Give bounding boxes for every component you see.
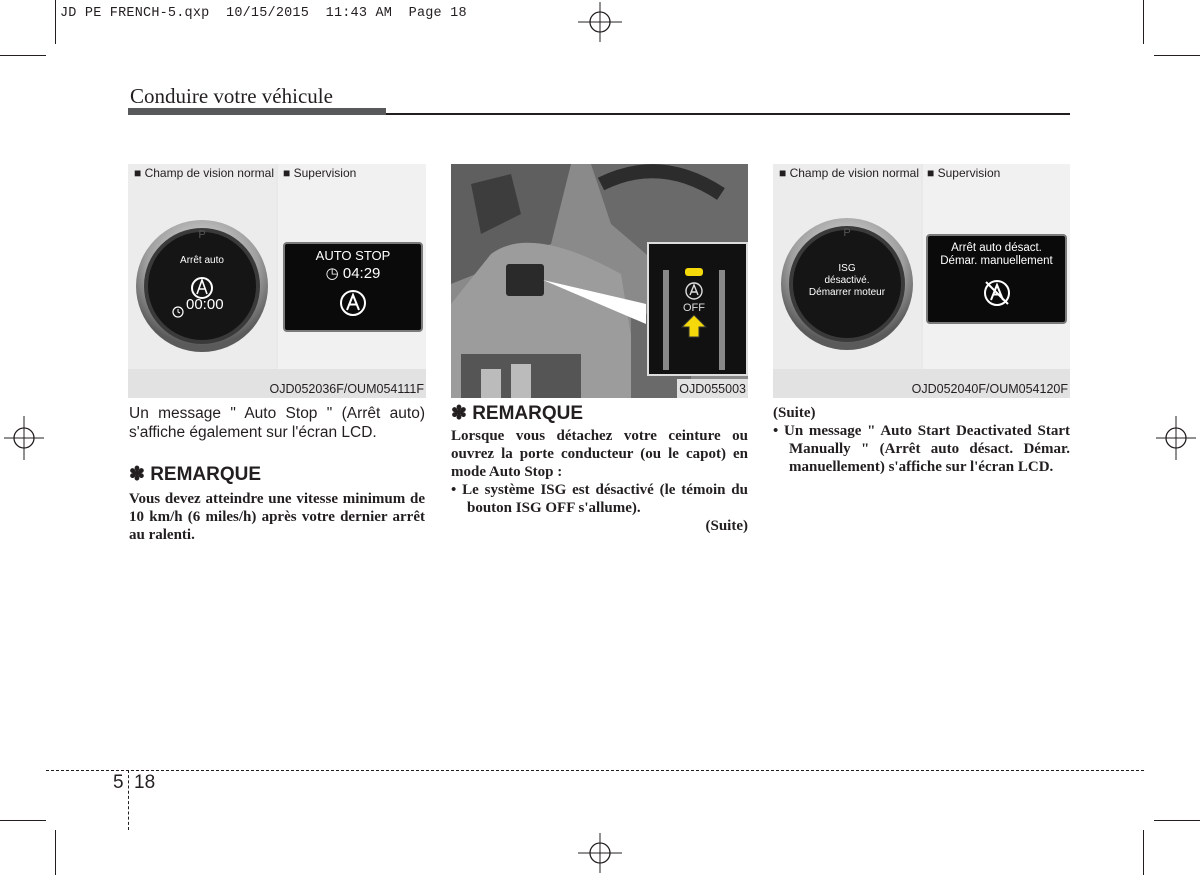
bullet-item: • Le système ISG est désactivé (le témoin du bouton ISG OFF s'allume).	[451, 482, 748, 516]
chapter-number: 5	[113, 772, 124, 793]
figure-label-supervision: ■ Supervision	[283, 166, 356, 180]
crop-mark	[0, 55, 46, 56]
crop-mark	[55, 830, 56, 875]
figure-code: OJD052036F/OUM054111F	[269, 382, 424, 396]
note-text: Lorsque vous détachez votre ceinture ou ouvrez la porte conducteur (ou le capot) en mode Auto Stop :	[451, 428, 748, 480]
crop-mark	[1143, 830, 1144, 875]
lcd-auto-start-deactivated	[926, 234, 1067, 324]
svg-text:P: P	[198, 229, 206, 241]
footer-dashed-rule	[46, 770, 1144, 771]
crop-mark	[55, 0, 56, 44]
page-number: 18	[134, 772, 156, 793]
figure-label-normal: ■ Champ de vision normal	[134, 166, 274, 180]
lcd-title: AUTO STOP	[315, 248, 391, 263]
isg-indicator-light	[685, 268, 703, 276]
footer-dashed-divider	[128, 770, 129, 830]
gauge-status-line2: désactivé.	[824, 275, 870, 286]
registration-mark-icon	[578, 2, 622, 42]
registration-mark-icon	[578, 833, 622, 873]
bullet-item: • Un message " Auto Start Deactivated Start Manually " (Arrêt auto désact. Démar. manuellement) s'affiche sur l'écran LCD.	[773, 423, 1070, 475]
gauge-timer: 00:00	[186, 296, 224, 313]
figure-label-normal: ■ Champ de vision normal	[779, 166, 919, 180]
clock-icon: ◷	[325, 265, 339, 282]
auto-stop-icon	[336, 286, 370, 320]
auto-stop-off-icon	[980, 276, 1014, 310]
isg-button-inset	[647, 242, 748, 376]
column-2	[451, 402, 748, 535]
column-3	[773, 404, 1070, 476]
print-slug: JD PE FRENCH-5.qxp 10/15/2015 11:43 AM Page 18	[60, 6, 467, 21]
continued-label: (Suite)	[705, 518, 748, 534]
crop-mark	[1154, 820, 1200, 821]
note-text: Vous devez atteindre une vitesse minimum de 10 km/h (6 miles/h) après votre dernier arrêt au ralenti.	[129, 491, 425, 543]
registration-mark-icon	[1156, 416, 1196, 460]
section-title: Conduire votre véhicule	[130, 84, 333, 108]
note-title: ✽ REMARQUE	[129, 464, 262, 485]
figure-right	[773, 164, 1070, 398]
gauge-status-line3: Démarrer moteur	[808, 287, 886, 298]
crop-mark	[0, 820, 46, 821]
figure-code: OJD055003	[679, 382, 746, 396]
crop-mark	[1143, 0, 1144, 44]
figure-label-supervision: ■ Supervision	[927, 166, 1000, 180]
header-rule-thin	[386, 113, 1070, 115]
isg-button-label: OFF	[683, 302, 705, 314]
arrow-up-icon	[681, 314, 707, 338]
lcd-line2: Démar. manuellement	[940, 255, 1053, 267]
paragraph-auto-stop: Un message " Auto Stop " (Arrêt auto) s'affiche également sur l'écran LCD.	[129, 405, 425, 441]
gauge-status-line1: ISG	[838, 263, 856, 274]
lcd-timer: 04:29	[342, 265, 381, 282]
lcd-auto-stop	[283, 242, 423, 332]
lcd-line1: Arrêt auto désact.	[951, 242, 1042, 254]
figure-left	[128, 164, 426, 398]
figure-middle	[451, 164, 748, 398]
lcd-timer-row	[285, 264, 421, 282]
gauge-cluster-icon	[134, 218, 270, 354]
figure-code: OJD052040F/OUM054120F	[911, 382, 1068, 396]
continued-label: (Suite)	[773, 405, 816, 421]
column-1	[129, 404, 425, 544]
crop-mark	[1154, 55, 1200, 56]
svg-text:P: P	[843, 227, 851, 239]
registration-mark-icon	[4, 416, 44, 460]
isg-auto-icon	[683, 280, 705, 302]
note-title: ✽ REMARQUE	[451, 403, 584, 424]
header-rule-thick	[128, 108, 386, 115]
gauge-status-text: Arrêt auto	[180, 255, 224, 266]
